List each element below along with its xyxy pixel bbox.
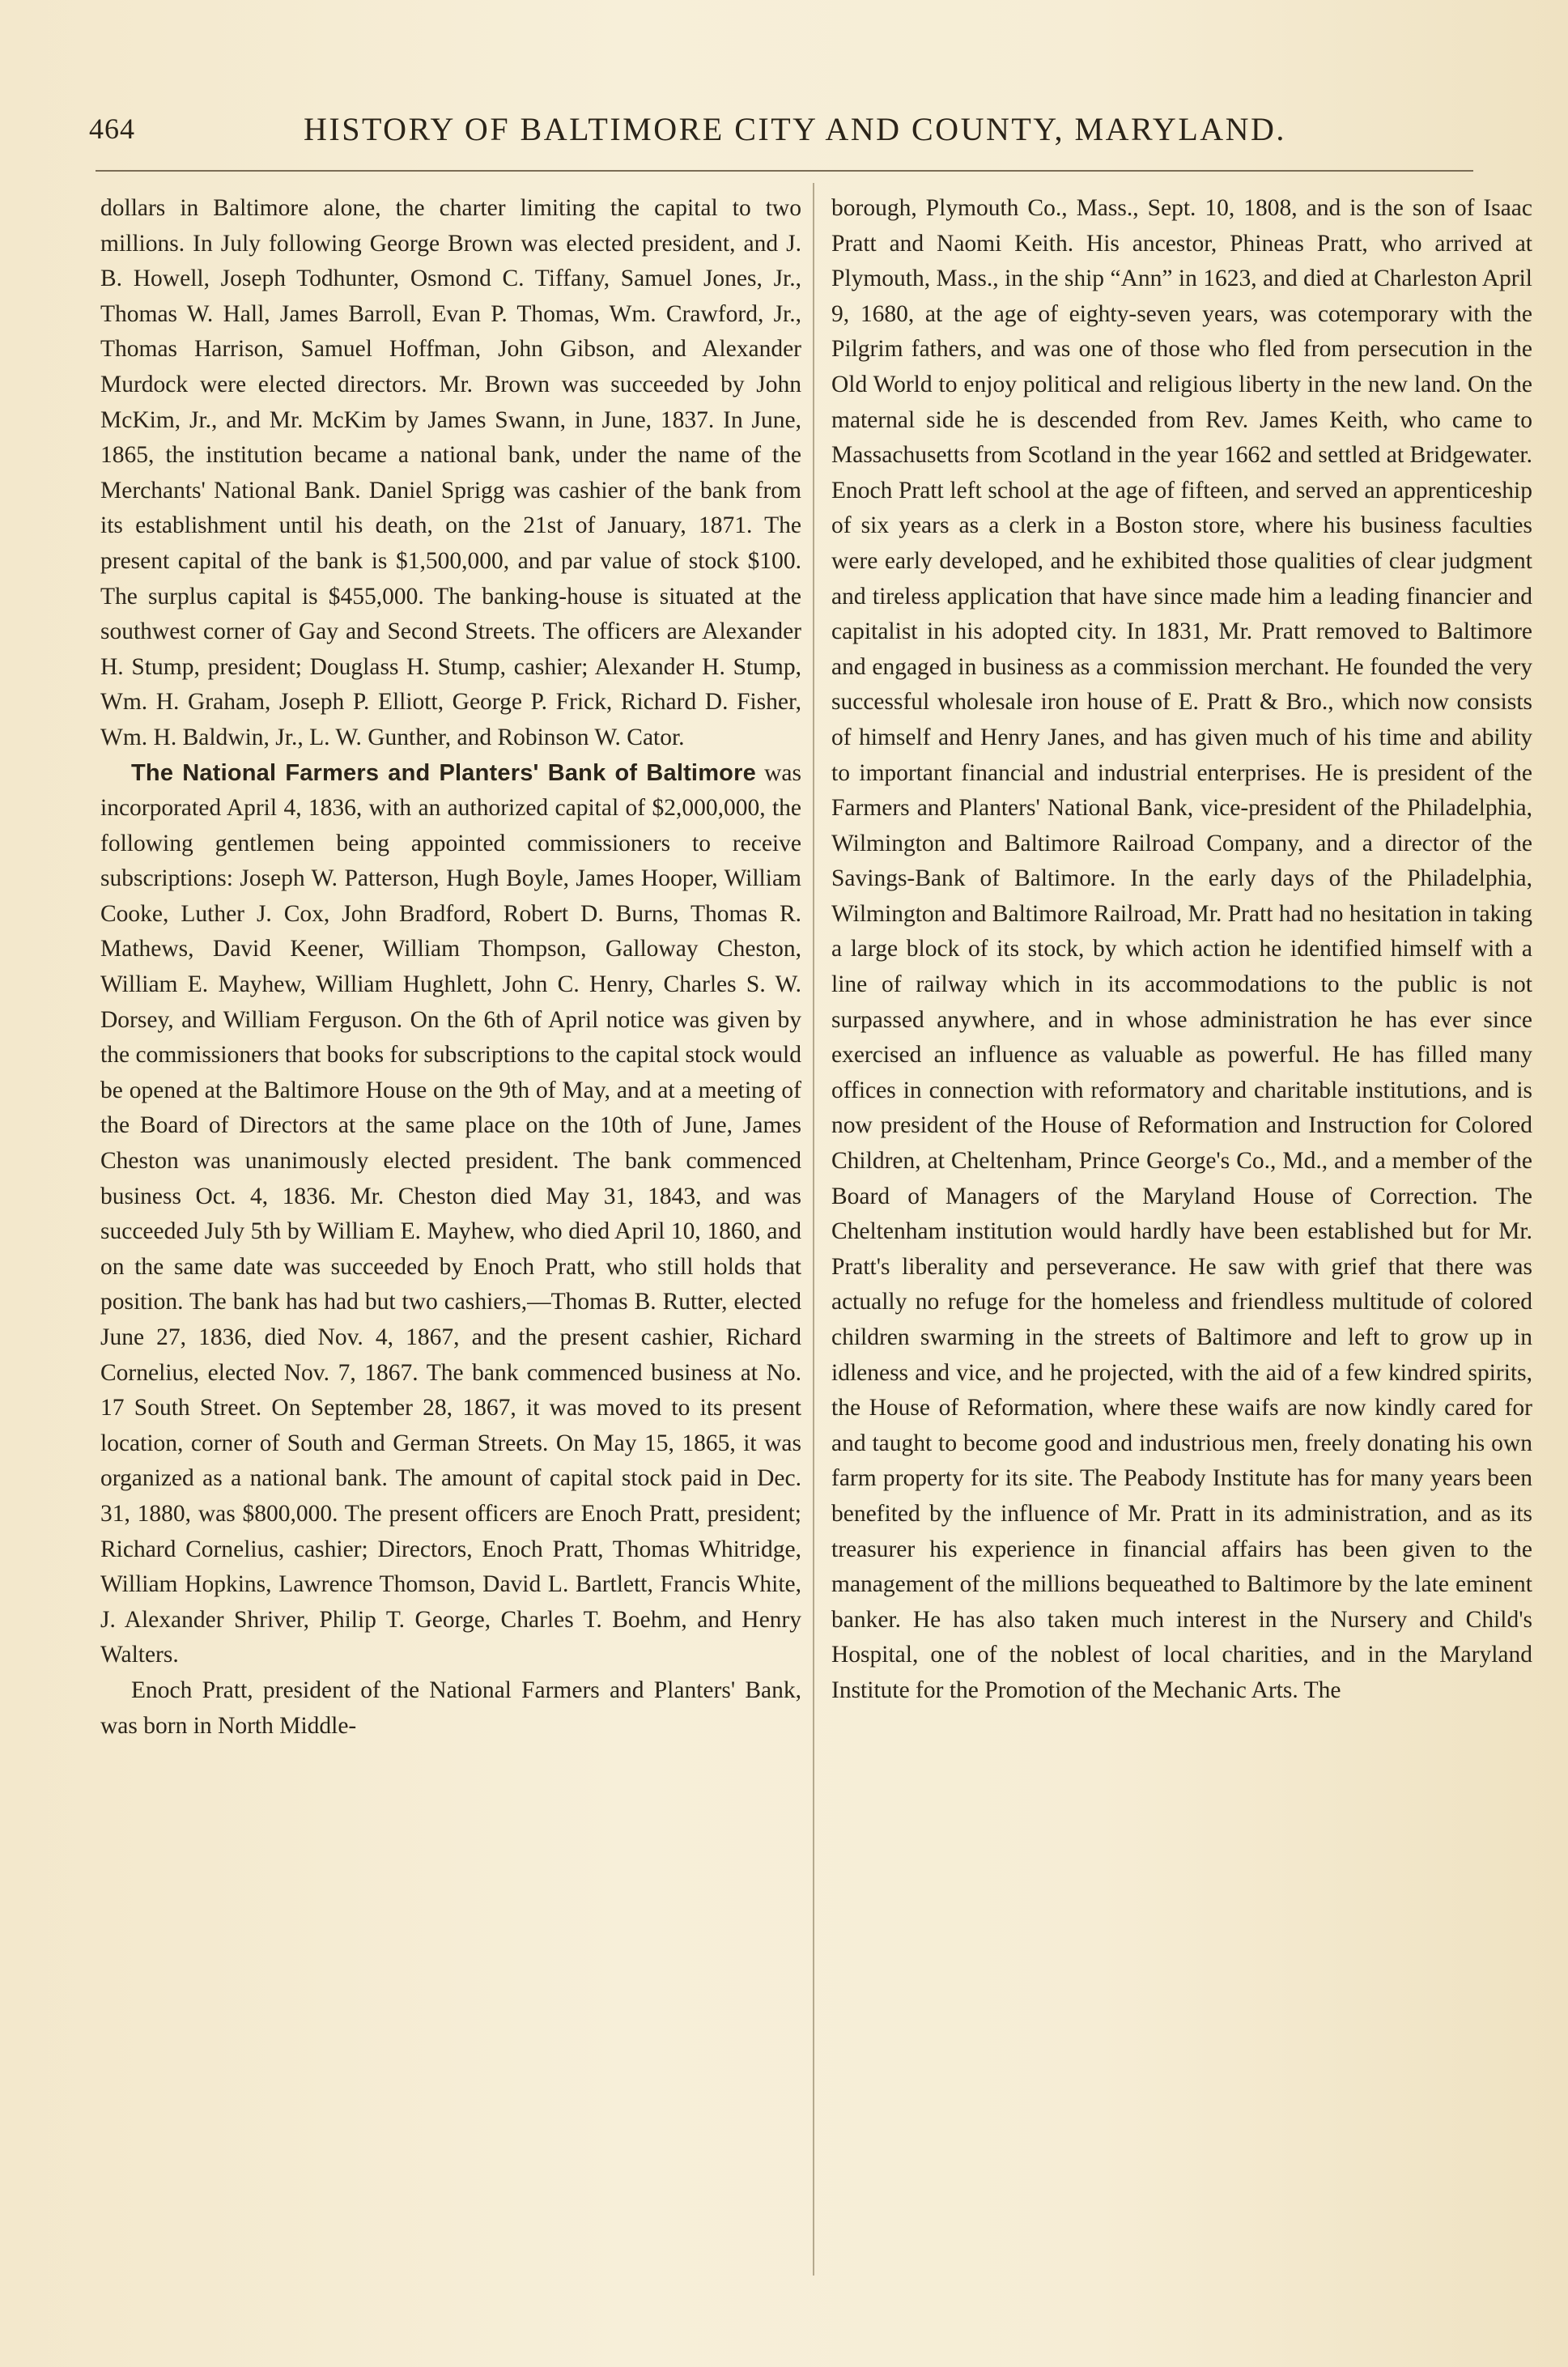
paragraph-merchants-bank-continued: dollars in Baltimore alone, the charter limiting the capital to two millions. In July following George Brown was elected president, and J. B. Howell, Joseph Todhunter, Osmond C. Tiffany, Samuel Jones, Jr., Thomas W. Hall, James Barroll, Evan P. Thomas, Wm. Crawford, Jr., Thomas Harrison, Samuel Hoffman, John Gibson, and Alexander Murdock were elected directors. Mr. Brown was succeeded by John McKim, Jr., and Mr. McKim by James Swann, in June, 1837. In June, 1865, the institution became a national bank, under the name of the Merchants' National Bank. Daniel Sprigg was cashier of the bank from its establishment until his death, on the 21st of January, 1871. The present capital of the bank is $1,500,000, and par value of stock $100. The surplus capital is $455,000. The banking-house is situated at the southwest corner of Gay and Second Streets. The officers are Alexander H. Stump, president; Douglass H. Stump, cashier; Alexander H. Stump, Wm. H. Graham, Joseph P. Elliott, George P. Frick, Richard D. Fisher, Wm. H. Baldwin, Jr., L. W. Gunther, and Robinson W. Cator. bbox=[100, 195, 801, 750]
page-header bbox=[89, 104, 1481, 160]
header-rule bbox=[96, 170, 1473, 172]
running-title: HISTORY OF BALTIMORE CITY AND COUNTY, MARYLAND. bbox=[304, 111, 1286, 147]
right-column bbox=[831, 191, 1532, 1709]
page-number: 464 bbox=[89, 113, 135, 145]
bank-heading: The National Farmers and Planters' Bank of Baltimore bbox=[131, 759, 756, 786]
paragraph-farmers-planters-bank bbox=[100, 756, 801, 1673]
left-column bbox=[100, 191, 801, 1744]
column-divider bbox=[813, 183, 814, 2276]
paragraph-enoch-pratt-biography: borough, Plymouth Co., Mass., Sept. 10, 1808, and is the son of Isaac Pratt and Naomi Keith. His ancestor, Phineas Pratt, who arrived at Plymouth, Mass., in the ship “Ann” in 1623, and died at Charleston April 9, 1680, at the age of eighty-seven years, was cotemporary with the Pilgrim fathers, and was one of those who fled from persecution in the Old World to enjoy political and religious liberty in the new land. On the maternal side he is descended from Rev. James Keith, who came to Massachusetts from Scotland in the year 1662 and settled at Bridgewater. Enoch Pratt left school at the age of fifteen, and served an apprenticeship of six years as a clerk in a Boston store, where his business faculties were early developed, and he exhibited those qualities of clear judgment and tireless application that have since made him a leading financier and capitalist in his adopted city. In 1831, Mr. Pratt removed to Baltimore and engaged in business as a commission merchant. He founded the very successful wholesale iron house of E. Pratt & Bro., which now consists of himself and Henry Janes, and has given much of his time and ability to important financial and industrial enterprises. He is president of the Farmers and Planters' National Bank, vice-president of the Philadelphia, Wilmington and Baltimore Railroad Company, and a director of the Savings-Bank of Baltimore. In the early days of the Philadelphia, Wilmington and Baltimore Railroad, Mr. Pratt had no hesitation in taking a large block of its stock, by which action he identified himself with a line of railway which in its accommodations to the public is not surpassed anywhere, and in whose administration he has ever since exercised an influence as valuable as powerful. He has filled many offices in connection with reformatory and charitable institutions, and is now president of the House of Reformation and Instruction for Colored Children, at Cheltenham, Prince George's Co., Md., and a member of the Board of Managers of the Maryland House of Correction. The Cheltenham institution would hardly have been established but for Mr. Pratt's liberality and perseverance. He saw with grief that there was actually no refuge for the homeless and friendless multitude of colored children swarming in the streets of Baltimore and left to grow up in idleness and vice, and he projected, with the aid of a few kindred spirits, the House of Reformation, where these waifs are now kindly cared for and taught to become good and industrious men, freely donating his own farm property for its site. The Peabody Institute has for many years been benefited by the influence of Mr. Pratt in its administration, and as its treasurer his experience in financial affairs has been given to the management of the millions bequeathed to Baltimore by the late eminent banker. He has also taken much interest in the Nursery and Child's Hospital, one of the noblest of local charities, and in the Maryland Institute for the Promotion of the Mechanic Arts. The bbox=[831, 195, 1532, 1703]
paragraph-body: was incorporated April 4, 1836, with an authorized capital of $2,000,000, the following gentlemen being appointed commissioners to receive subscriptions: Joseph W. Patterson, Hugh Boyle, James Hooper, William Cooke, Luther J. Cox, John Bradford, Robert D. Burns, Thomas R. Mathews, David Keener, William Thompson, Galloway Cheston, William E. Mayhew, William Hughlett, John C. Henry, Charles S. W. Dorsey, and William Ferguson. On the 6th of April notice was given by the commissioners that books for subscriptions to the capital stock would be opened at the Baltimore House on the 9th of May, and at a meeting of the Board of Directors at the same place on the 10th of June, James Cheston was unanimously elected president. The bank commenced business Oct. 4, 1836. Mr. Cheston died May 31, 1843, and was succeeded July 5th by William E. Mayhew, who died April 10, 1860, and on the same date was succeeded by Enoch Pratt, who still holds that position. The bank has had but two cashiers,—Thomas B. Rutter, elected June 27, 1836, died Nov. 4, 1867, and the present cashier, Richard Cornelius, elected Nov. 7, 1867. The bank commenced business at No. 17 South Street. On September 28, 1867, it was moved to its present location, corner of South and German Streets. On May 15, 1865, it was organized as a national bank. The amount of capital stock paid in Dec. 31, 1880, was $800,000. The present officers are Enoch Pratt, president; Richard Cornelius, cashier; Directors, Enoch Pratt, Thomas Whitridge, William Hopkins, Lawrence Thomson, David L. Bartlett, Francis White, J. Alexander Shriver, Philip T. George, Charles T. Boehm, and Henry Walters. bbox=[100, 759, 801, 1668]
paragraph-enoch-pratt-intro: Enoch Pratt, president of the National Farmers and Planters' Bank, was born in North Middle- bbox=[100, 1676, 801, 1739]
